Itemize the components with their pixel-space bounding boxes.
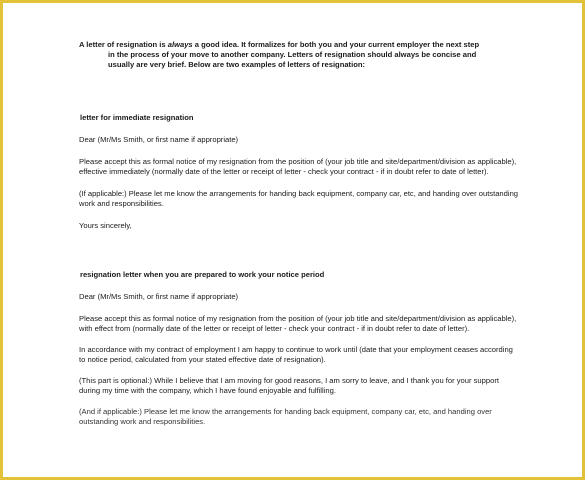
body-paragraph: (And if applicable:) Please let me know the arrangements for handing back equipment, company car, etc, and handing over outstanding work and responsibilities.: [79, 407, 492, 426]
intro-line-2: in the process of your move to another company. Letters of resignation should always be concise and: [108, 50, 477, 59]
intro-line-3: usually are very brief. Below are two examples of letters of resignation:: [108, 60, 366, 69]
body-paragraph: Please accept this as formal notice of my resignation from the position of (your job title and site/department/division as applicable), with effect from (normally date of the letter or receipt of letter - check your contract - if in doubt refer to date of letter).: [79, 314, 517, 333]
document-page: [79, 40, 519, 427]
body-paragraph: (If applicable:) Please let me know the arrangements for handing back equipment, company car, etc, and handing over outstanding work and responsibilities.: [79, 189, 519, 208]
intro-emphasis: always: [167, 40, 193, 49]
intro-text: a good idea. It formalizes for both you and your current employer the next step: [192, 40, 480, 49]
intro-line-1: [79, 40, 519, 50]
intro-text: A letter of resignation is: [79, 40, 168, 49]
salutation: Dear (Mr/Ms Smith, or first name if appropriate): [79, 292, 239, 301]
intro-paragraph: [79, 40, 519, 70]
section-heading-notice: resignation letter when you are prepared to work your notice period: [80, 270, 325, 279]
body-paragraph: (This part is optional:) While I believe that I am moving for good reasons, I am sorry to leave, and I thank you for your support during my time with the company, which I have found enjoyable and fulfilling.: [79, 376, 499, 395]
body-paragraph: Please accept this as formal notice of my resignation from the position of (your job title and site/department/division as applicable), effective immediately (normally date of the letter or receipt of letter - check your contract - if in doubt refer to date of letter).: [79, 157, 517, 176]
salutation: Dear (Mr/Ms Smith, or first name if appropriate): [79, 135, 239, 144]
body-paragraph: In accordance with my contract of employment I am happy to continue to work until (date that your employment ceases according to notice period, calculated from your stated effective date of resignation).: [79, 345, 513, 364]
section-heading-immediate: letter for immediate resignation: [80, 113, 194, 122]
closing: Yours sincerely,: [79, 221, 132, 230]
